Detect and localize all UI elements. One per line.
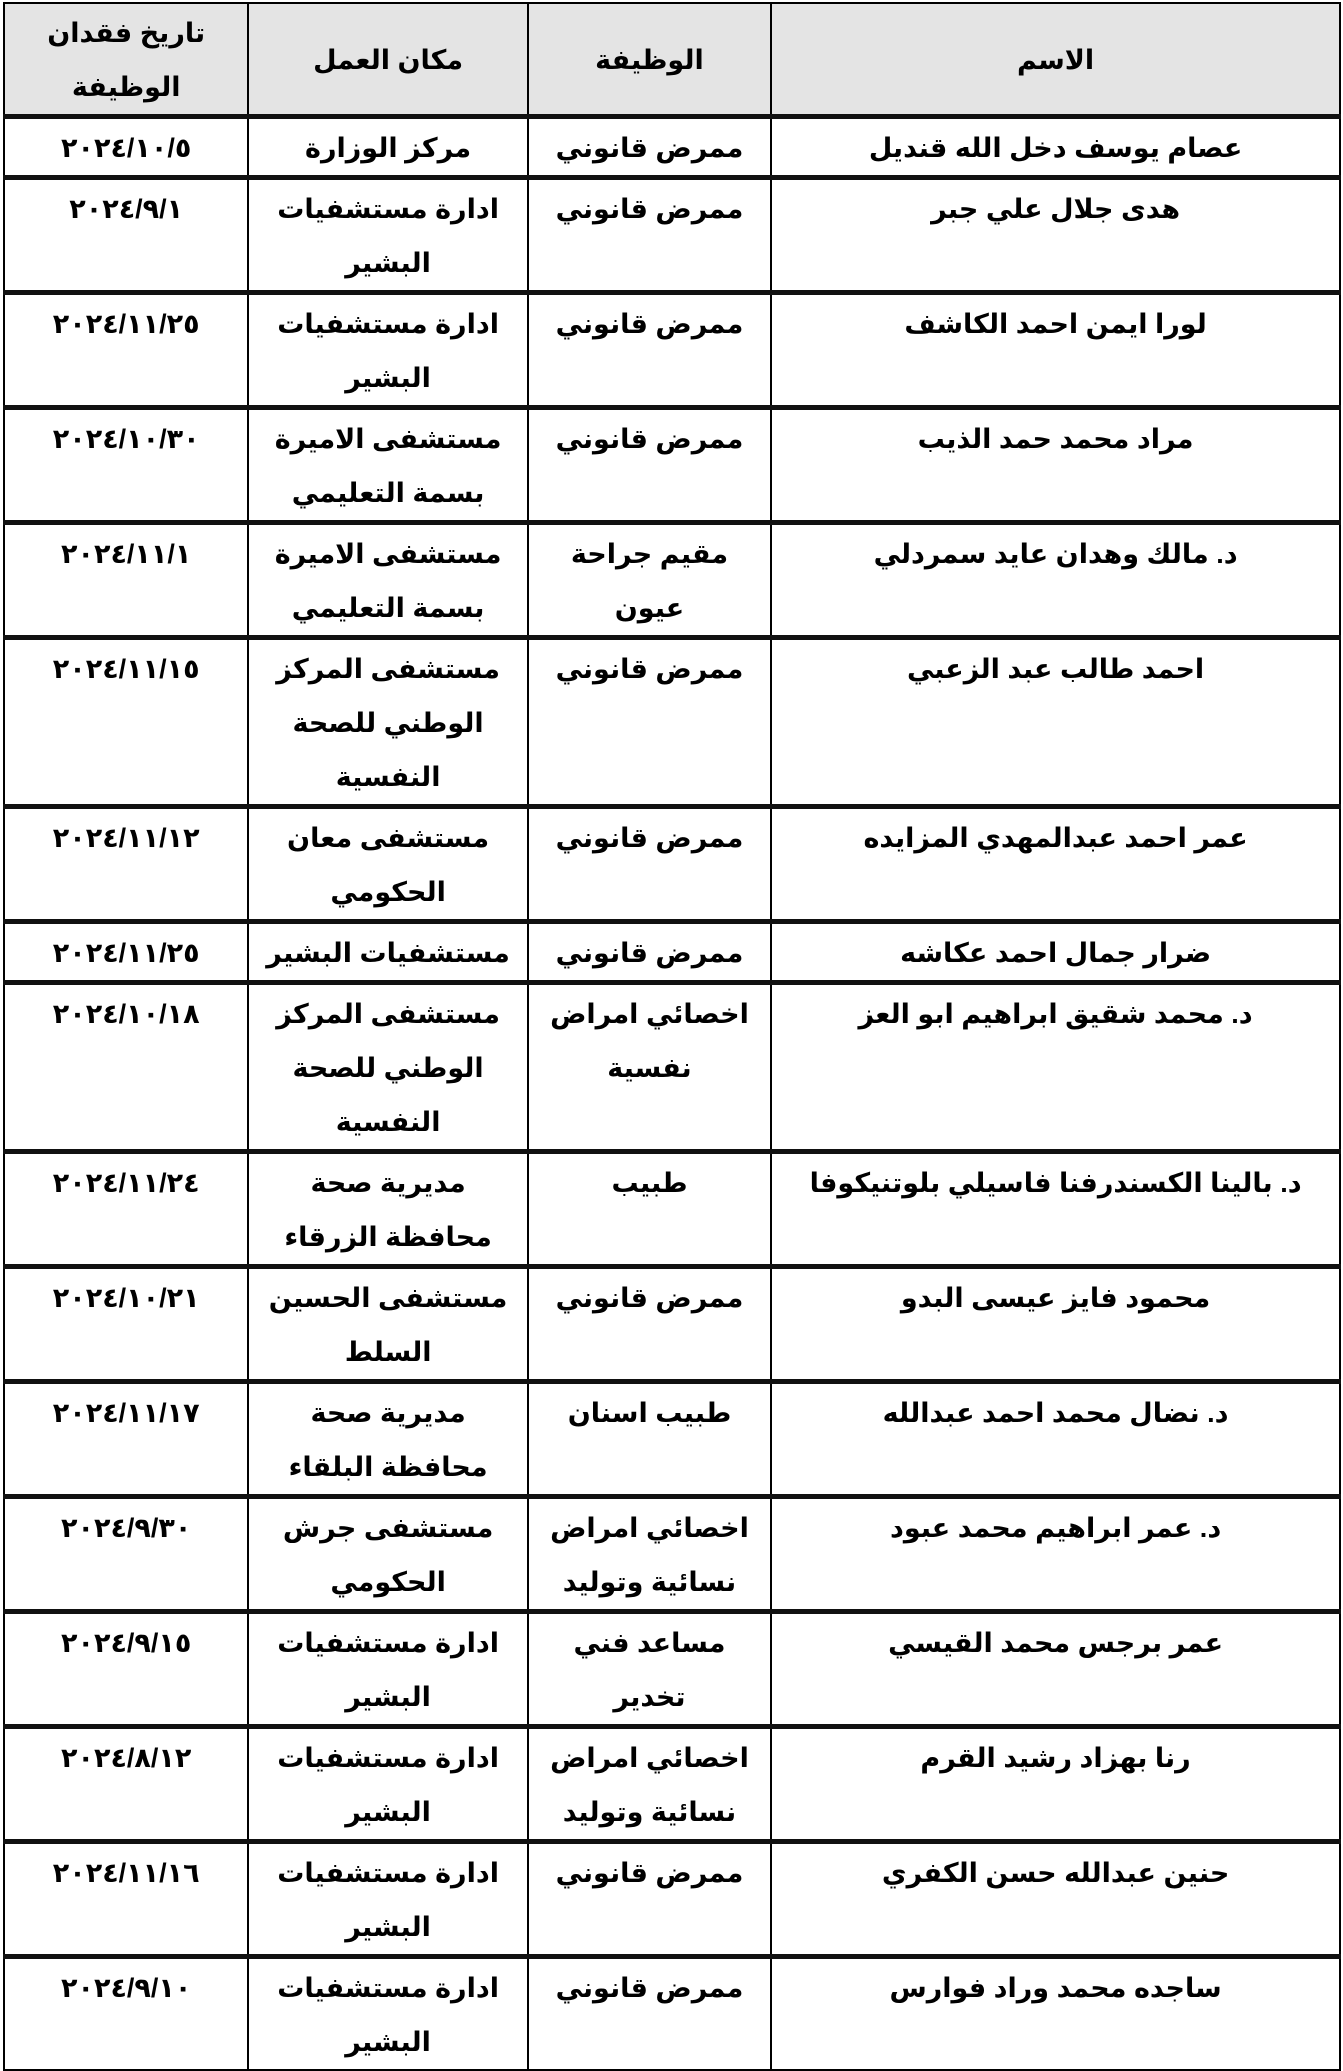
table-row — [4, 1382, 1340, 1497]
job-title-cell: ممرض قانوني — [528, 638, 771, 807]
header-date: تاريخ فقدان الوظيفة — [4, 3, 248, 117]
table-body — [4, 117, 1340, 2071]
job-title-cell: ممرض قانوني — [528, 922, 771, 983]
workplace-cell: مستشفى معان الحكومي — [248, 807, 527, 922]
workplace-cell: مستشفى المركز الوطني للصحة النفسية — [248, 983, 527, 1152]
table-row — [4, 922, 1340, 983]
date-cell: ٢٠٢٤/٨/١٢ — [4, 1727, 248, 1842]
table-row — [4, 1957, 1340, 2071]
table-row — [4, 1267, 1340, 1382]
date-cell: ٢٠٢٤/٩/١ — [4, 178, 248, 293]
job-title-cell: طبيب اسنان — [528, 1382, 771, 1497]
date-cell: ٢٠٢٤/١١/١٢ — [4, 807, 248, 922]
workplace-cell: ادارة مستشفيات البشير — [248, 1612, 527, 1727]
table-row — [4, 1727, 1340, 1842]
workplace-cell: مديرية صحة محافظة الزرقاء — [248, 1152, 527, 1267]
table-row — [4, 408, 1340, 523]
job-title-cell: ممرض قانوني — [528, 117, 771, 178]
employee-name-cell: عصام يوسف دخل الله قنديل — [771, 117, 1340, 178]
job-title-cell: اخصائي امراض نسائية وتوليد — [528, 1727, 771, 1842]
date-cell: ٢٠٢٤/١١/٢٥ — [4, 293, 248, 408]
table-row — [4, 1497, 1340, 1612]
job-title-cell: اخصائي امراض نفسية — [528, 983, 771, 1152]
table-row — [4, 638, 1340, 807]
job-title-cell: طبيب — [528, 1152, 771, 1267]
header-workplace: مكان العمل — [248, 3, 527, 117]
header-name: الاسم — [771, 3, 1340, 117]
date-cell: ٢٠٢٤/١٠/٥ — [4, 117, 248, 178]
employee-name-cell: لورا ايمن احمد الكاشف — [771, 293, 1340, 408]
workplace-cell: مستشفى الاميرة بسمة التعليمي — [248, 523, 527, 638]
employee-name-cell: عمر برجس محمد القيسي — [771, 1612, 1340, 1727]
date-cell: ٢٠٢٤/١٠/٢١ — [4, 1267, 248, 1382]
job-title-cell: ممرض قانوني — [528, 1267, 771, 1382]
employee-name-cell: د. محمد شقيق ابراهيم ابو العز — [771, 983, 1340, 1152]
employee-name-cell: محمود فايز عيسى البدو — [771, 1267, 1340, 1382]
job-loss-table — [3, 2, 1341, 2071]
employee-name-cell: د. بالينا الكسندرفنا فاسيلي بلوتنيكوفا — [771, 1152, 1340, 1267]
employee-name-cell: احمد طالب عبد الزعبي — [771, 638, 1340, 807]
workplace-cell: ادارة مستشفيات البشير — [248, 1842, 527, 1957]
employee-name-cell: مراد محمد حمد الذيب — [771, 408, 1340, 523]
job-title-cell: مقيم جراحة عيون — [528, 523, 771, 638]
workplace-cell: مستشفى الاميرة بسمة التعليمي — [248, 408, 527, 523]
job-title-cell: ممرض قانوني — [528, 1842, 771, 1957]
workplace-cell: مستشفى جرش الحكومي — [248, 1497, 527, 1612]
employee-name-cell: رنا بهزاد رشيد القرم — [771, 1727, 1340, 1842]
employee-name-cell: ضرار جمال احمد عكاشه — [771, 922, 1340, 983]
date-cell: ٢٠٢٤/١١/١ — [4, 523, 248, 638]
workplace-cell: ادارة مستشفيات البشير — [248, 293, 527, 408]
date-cell: ٢٠٢٤/١١/٢٤ — [4, 1152, 248, 1267]
job-title-cell: ممرض قانوني — [528, 408, 771, 523]
workplace-cell: مركز الوزارة — [248, 117, 527, 178]
table-row — [4, 983, 1340, 1152]
date-cell: ٢٠٢٤/١٠/١٨ — [4, 983, 248, 1152]
table-row — [4, 523, 1340, 638]
table-row — [4, 1612, 1340, 1727]
job-title-cell: ممرض قانوني — [528, 178, 771, 293]
employee-name-cell: هدى جلال علي جبر — [771, 178, 1340, 293]
table-row — [4, 1842, 1340, 1957]
job-title-cell: ممرض قانوني — [528, 293, 771, 408]
table-row — [4, 293, 1340, 408]
job-title-cell: مساعد فني تخدير — [528, 1612, 771, 1727]
date-cell: ٢٠٢٤/١١/١٧ — [4, 1382, 248, 1497]
employee-name-cell: عمر احمد عبدالمهدي المزايده — [771, 807, 1340, 922]
workplace-cell: مستشفيات البشير — [248, 922, 527, 983]
date-cell: ٢٠٢٤/١١/١٥ — [4, 638, 248, 807]
header-job: الوظيفة — [528, 3, 771, 117]
employee-name-cell: حنين عبدالله حسن الكفري — [771, 1842, 1340, 1957]
workplace-cell: ادارة مستشفيات البشير — [248, 178, 527, 293]
employee-name-cell: ساجده محمد وراد فوارس — [771, 1957, 1340, 2071]
date-cell: ٢٠٢٤/٩/٣٠ — [4, 1497, 248, 1612]
date-cell: ٢٠٢٤/٩/١٠ — [4, 1957, 248, 2071]
employee-name-cell: د. نضال محمد احمد عبدالله — [771, 1382, 1340, 1497]
date-cell: ٢٠٢٤/١٠/٣٠ — [4, 408, 248, 523]
table-row — [4, 178, 1340, 293]
job-title-cell: ممرض قانوني — [528, 1957, 771, 2071]
workplace-cell: مديرية صحة محافظة البلقاء — [248, 1382, 527, 1497]
workplace-cell: مستشفى المركز الوطني للصحة النفسية — [248, 638, 527, 807]
date-cell: ٢٠٢٤/١١/٢٥ — [4, 922, 248, 983]
date-cell: ٢٠٢٤/١١/١٦ — [4, 1842, 248, 1957]
workplace-cell: ادارة مستشفيات البشير — [248, 1957, 527, 2071]
table-row — [4, 1152, 1340, 1267]
table-row — [4, 807, 1340, 922]
header-row — [4, 3, 1340, 117]
workplace-cell: ادارة مستشفيات البشير — [248, 1727, 527, 1842]
job-title-cell: ممرض قانوني — [528, 807, 771, 922]
table-row — [4, 117, 1340, 178]
workplace-cell: مستشفى الحسين السلط — [248, 1267, 527, 1382]
date-cell: ٢٠٢٤/٩/١٥ — [4, 1612, 248, 1727]
job-title-cell: اخصائي امراض نسائية وتوليد — [528, 1497, 771, 1612]
employee-name-cell: د. عمر ابراهيم محمد عبود — [771, 1497, 1340, 1612]
employee-name-cell: د. مالك وهدان عايد سمردلي — [771, 523, 1340, 638]
